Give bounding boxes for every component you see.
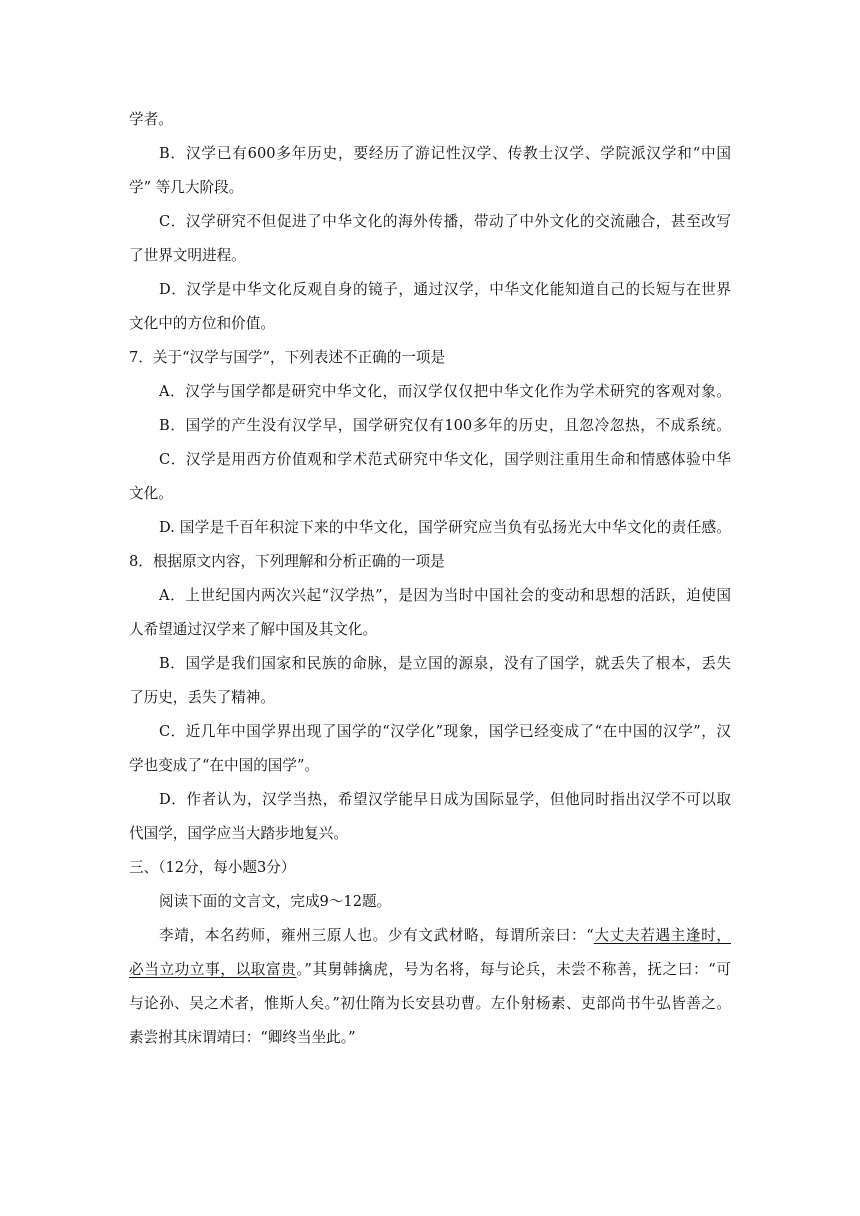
passage-line: 与论孙、吴之术者，惟斯人矣。”初仕隋为长安县功曹。左仆射杨素、吏部尚书牛弘皆善之。 — [129, 995, 731, 1012]
option-a-line: A．上世纪国内两次兴起“汉学热”，是因为当时中国社会的变动和思想的活跃，迫使国 — [159, 587, 731, 604]
section-three-heading: 三、（12分，每小题3分） — [129, 859, 296, 876]
option-b-line: B．汉学已有600多年历史，要经历了游记性汉学、传教士汉学、学院派汉学和“中国 — [159, 145, 731, 162]
text-line: 学者。 — [129, 111, 173, 128]
option-c-line: C．汉学是用西方价值观和学术范式研究中华文化，国学则注重用生命和情感体验中华 — [159, 451, 731, 468]
option-c-line: C．汉学研究不但促进了中华文化的海外传播，带动了中外文化的交流融合，甚至改写 — [159, 213, 731, 230]
text-line: 了世界文明进程。 — [129, 247, 246, 264]
reading-instruction: 阅读下面的文言文，完成9～12题。 — [159, 893, 392, 910]
underlined-phrase: 必当立功立事，以取富贵 — [129, 961, 297, 978]
question-8-stem: 8．根据原文内容，下列理解和分析正确的一项是 — [129, 553, 445, 570]
underlined-phrase: 大丈夫若遇主逢时， — [593, 927, 731, 944]
text-line: 代国学，国学应当大踏步地复兴。 — [129, 825, 348, 842]
option-d-line: D．作者认为，汉学当热，希望汉学能早日成为国际显学，但他同时指出汉学不可以取 — [159, 791, 731, 808]
text-line: 人希望通过汉学来了解中国及其文化。 — [129, 621, 378, 638]
text-line: 文化中的方位和价值。 — [129, 315, 275, 332]
text-line: 了历史，丢失了精神。 — [129, 689, 275, 706]
passage-text: 李靖，本名药师，雍州三原人也。少有文武材略，每谓所亲曰：“ — [159, 927, 594, 944]
text-line: 学” 等几大阶段。 — [129, 179, 244, 196]
option-c-line: C．近几年中国学界出现了国学的“汉学化”现象，国学已经变成了“在中国的汉学”，汉 — [159, 723, 731, 740]
passage-text: 。”其舅韩擒虎，号为名将，每与论兵，未尝不称善，抚之曰：“可 — [296, 961, 731, 978]
text-line: 学也变成了“在中国的国学”。 — [129, 757, 320, 774]
option-d-line: D．汉学是中华文化反观自身的镜子，通过汉学，中华文化能知道自己的长短与在世界 — [159, 281, 731, 298]
passage-line: 素尝拊其床谓靖曰：“卿终当坐此。” — [129, 1029, 356, 1046]
question-7-stem: 7．关于“汉学与国学”，下列表述不正确的一项是 — [129, 349, 446, 366]
text-line: 文化。 — [129, 485, 173, 502]
option-a-line: A．汉学与国学都是研究中华文化，而汉学仅仅把中华文化作为学术研究的客观对象。 — [159, 383, 731, 400]
option-b-line: B．国学的产生没有汉学早，国学研究仅有100多年的历史，且忽冷忽热，不成系统。 — [159, 417, 731, 434]
passage-line — [129, 953, 731, 987]
passage-line — [159, 919, 731, 953]
option-d-line: D. 国学是千百年积淀下来的中华文化，国学研究应当负有弘扬光大中华文化的责任感。 — [159, 519, 731, 536]
option-b-line: B．国学是我们国家和民族的命脉，是立国的源泉，没有了国学，就丢失了根本，丢失 — [159, 655, 731, 672]
